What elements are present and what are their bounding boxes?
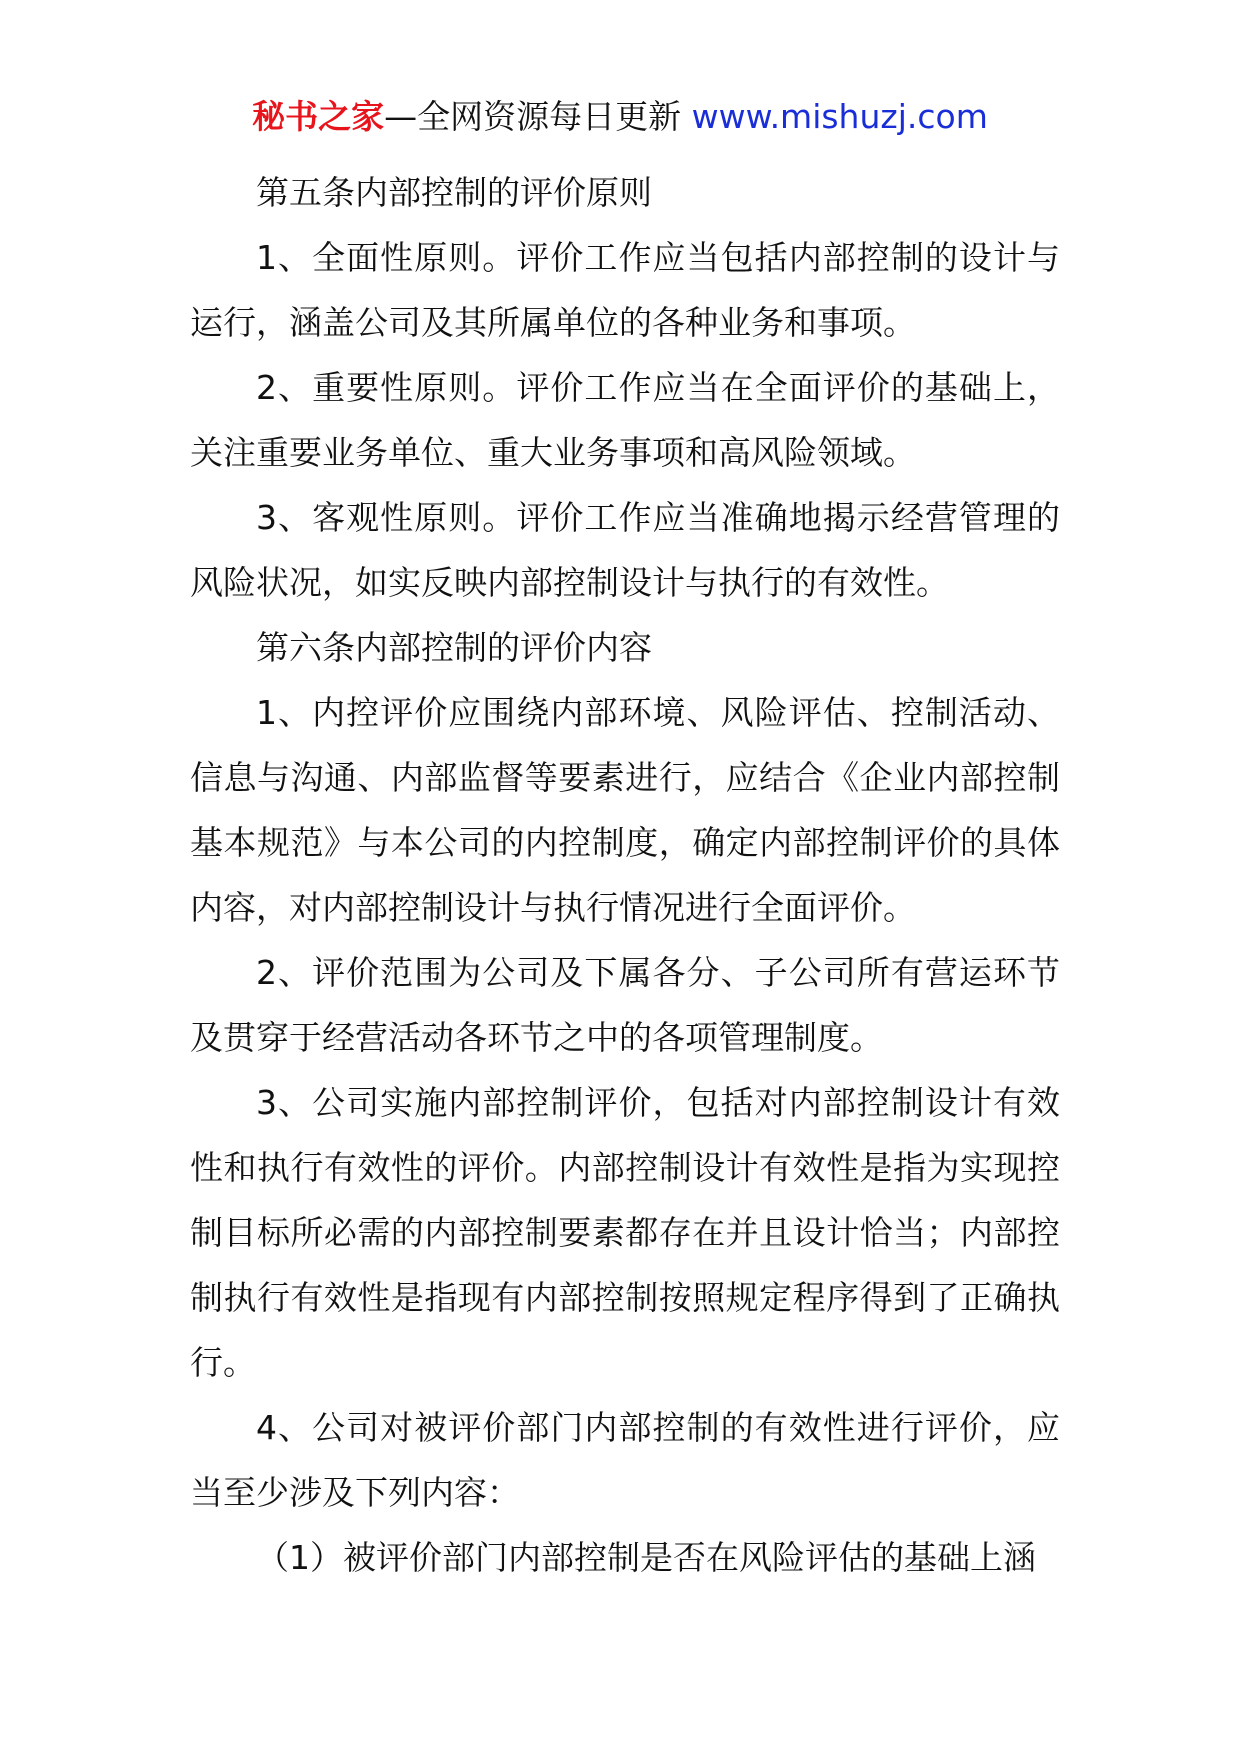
header-slogan: —全网资源每日更新 [384, 97, 682, 136]
paragraph: 1、内控评价应围绕内部环境、风险评估、控制活动、信息与沟通、内部监督等要素进行，应结合《企业内部控制基本规范》与本公司的内控制度，确定内部控制评价的具体内容，对内部控制设计与执行情况进行全面评价。 [190, 693, 1060, 927]
site-url-link[interactable]: www.mishuzj.com [691, 97, 988, 136]
page-header [0, 92, 1240, 142]
document-body [190, 160, 1060, 1590]
paragraph: 2、评价范围为公司及下属各分、子公司所有营运环节及贯穿于经营活动各环节之中的各项管理制度。 [190, 953, 1060, 1057]
paragraph: 3、客观性原则。评价工作应当准确地揭示经营管理的风险状况，如实反映内部控制设计与执行的有效性。 [190, 498, 1060, 602]
paragraph: 2、重要性原则。评价工作应当在全面评价的基础上，关注重要业务单位、重大业务事项和高风险领域。 [190, 368, 1060, 472]
paragraph: 3、公司实施内部控制评价，包括对内部控制设计有效性和执行有效性的评价。内部控制设计有效性是指为实现控制目标所必需的内部控制要素都存在并且设计恰当；内部控制执行有效性是指现有内部控制按照规定程序得到了正确执行。 [190, 1083, 1060, 1382]
paragraph: 4、公司对被评价部门内部控制的有效性进行评价，应当至少涉及下列内容： [190, 1408, 1060, 1512]
paragraph: （1）被评价部门内部控制是否在风险评估的基础上涵 [256, 1538, 1036, 1577]
section-heading-6: 第六条内部控制的评价内容 [256, 628, 652, 667]
brand-name: 秘书之家 [252, 97, 385, 136]
paragraph: 1、全面性原则。评价工作应当包括内部控制的设计与运行，涵盖公司及其所属单位的各种业务和事项。 [190, 238, 1060, 342]
section-heading-5: 第五条内部控制的评价原则 [256, 173, 652, 212]
